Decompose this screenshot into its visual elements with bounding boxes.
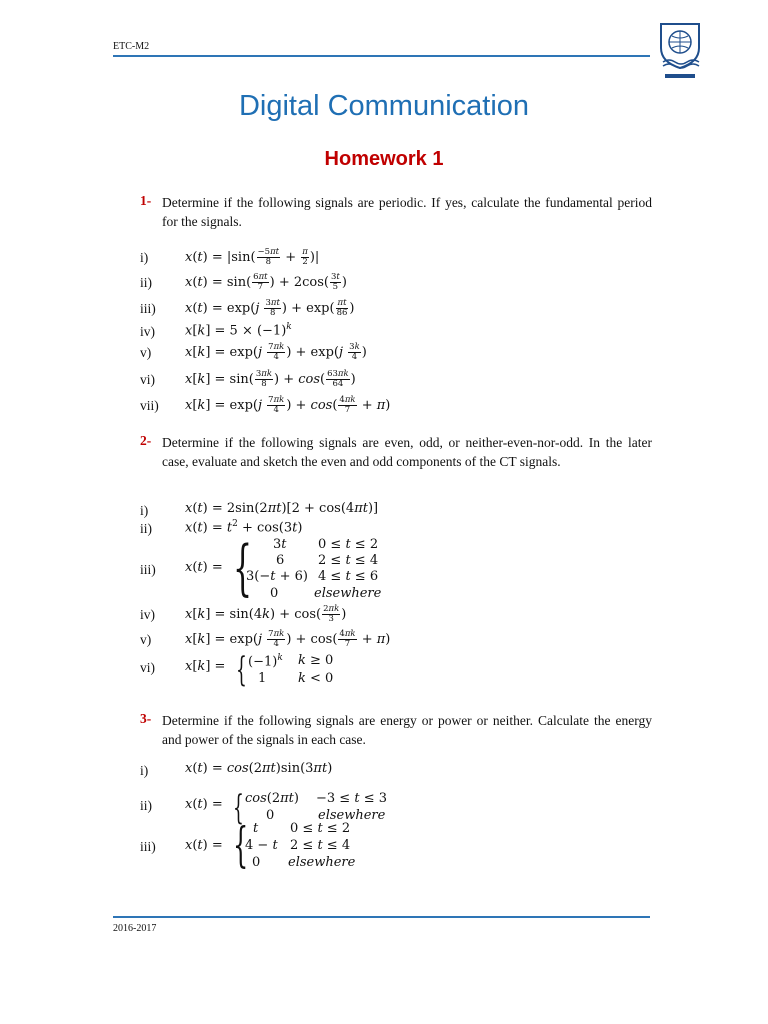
item-label: i) — [140, 503, 149, 518]
q2-item-3 — [140, 533, 660, 603]
case-condition: 2 ≤ t ≤ 4 — [318, 553, 379, 568]
equation: x[k] = sin( $\frac{3\pi k}{8}$ ) + cos( $\frac{63\pi k}{64}$ ) — [185, 369, 356, 389]
equation: $x[k] = 5 \times (-1)^k$ — [185, 322, 292, 339]
question-2-number: 2- — [140, 433, 152, 448]
case-row: 0 — [270, 586, 279, 601]
q1-item-6 — [140, 369, 660, 392]
item-label: ii) — [140, 798, 152, 813]
equation: x[k] = exp(j $\frac{7\pi k}{4}$ ) + cos( $\frac{4\pi k}{7}$ + π) — [185, 395, 391, 415]
case-row: 3(−t + 6) — [246, 569, 308, 584]
case-row: 0 — [252, 855, 261, 870]
case-condition: k < 0 — [298, 671, 334, 686]
item-label: iv) — [140, 607, 155, 622]
q3-item-1 — [140, 763, 660, 783]
footer-year: 2016-2017 — [113, 923, 157, 934]
case-condition: elsewhere — [314, 586, 382, 601]
left-brace: { — [233, 817, 249, 873]
q1-item-2 — [140, 272, 660, 295]
equation: x[k] = exp(j $\frac{7\pi k}{4}$ ) + cos( $\frac{4\pi k}{7}$ + π) — [185, 629, 391, 649]
footer-rule — [113, 916, 650, 918]
equation-lhs: x[k] = — [185, 659, 226, 674]
question-1-text: Determine if the following signals are periodic. If yes, calculate the fundamental period for the signals. — [162, 195, 652, 229]
item-label: ii) — [140, 275, 152, 290]
q1-item-3 — [140, 298, 660, 321]
case-row: $(-1)^k$ — [248, 653, 283, 670]
equation: x(t) = |sin( $\frac{-5\pi t}{8}$ + $\frac{\pi}{2}$ )| — [185, 247, 320, 267]
case-row: cos(2πt) — [245, 791, 299, 806]
document-subtitle: Homework 1 — [324, 148, 444, 170]
item-label: i) — [140, 763, 149, 778]
left-brace: { — [233, 788, 244, 828]
equation: x[k] = exp(j $\frac{7\pi k}{4}$ ) + exp(j $\frac{3k}{4}$ ) — [185, 342, 367, 362]
equation: $x(t) = t^2 + \cos(3t)$ — [185, 519, 303, 536]
item-label: iii) — [140, 301, 156, 316]
item-label: iii) — [140, 839, 156, 854]
item-label: vi) — [140, 372, 155, 387]
item-label: v) — [140, 632, 152, 647]
item-label: v) — [140, 345, 152, 360]
q3-item-3 — [140, 817, 660, 873]
equation-lhs: x(t) = — [185, 560, 223, 575]
equation-lhs: x(t) = — [185, 797, 223, 812]
case-condition: 4 ≤ t ≤ 6 — [318, 569, 379, 584]
question-2-text: Determine if the following signals are even, odd, or neither-even-nor-odd. In the later case, evaluate and sketch the even and odd components of the CT signals. — [162, 435, 652, 469]
case-condition: elsewhere — [288, 855, 356, 870]
equation: x(t) = 2sin(2πt)[2 + cos(4πt)] — [185, 501, 379, 516]
item-label: iii) — [140, 562, 156, 577]
q2-item-6 — [140, 650, 660, 690]
item-label: i) — [140, 250, 149, 265]
question-1-number: 1- — [140, 193, 152, 208]
q2-item-4 — [140, 604, 660, 627]
equation: x(t) = sin( $\frac{6\pi t}{7}$ ) + 2cos( $\frac{3t}{5}$ ) — [185, 272, 347, 292]
equation: x(t) = exp(j $\frac{3\pi t}{8}$ ) + exp( $\frac{\pi t}{86}$ ) — [185, 298, 355, 318]
q1-item-1 — [140, 247, 660, 270]
case-row: 6 — [276, 553, 285, 568]
item-label: iv) — [140, 324, 155, 339]
case-condition: k ≥ 0 — [298, 653, 334, 668]
item-label: vi) — [140, 660, 155, 675]
question-3-text: Determine if the following signals are energy or power or neither. Calculate the energy and power of the signals in each case. — [162, 713, 652, 747]
case-condition: 0 ≤ t ≤ 2 — [290, 821, 351, 836]
equation: x[k] = sin(4k) + cos( $\frac{2\pi k}{3}$ ) — [185, 604, 347, 624]
item-label: vii) — [140, 398, 159, 413]
case-row: t — [253, 821, 259, 836]
case-row: 3t — [273, 537, 287, 552]
case-condition: −3 ≤ t ≤ 3 — [316, 791, 387, 806]
question-3-number: 3- — [140, 711, 152, 726]
university-logo — [655, 18, 705, 84]
left-brace: { — [233, 533, 253, 603]
q2-item-5 — [140, 629, 660, 652]
case-condition: 0 ≤ t ≤ 2 — [318, 537, 379, 552]
case-condition: 2 ≤ t ≤ 4 — [290, 838, 351, 853]
equation: x(t) = cos(2πt)sin(3πt) — [185, 761, 333, 776]
document-title: Digital Communication — [238, 90, 530, 122]
q3-item-2 — [140, 788, 660, 828]
case-row: 1 — [258, 671, 267, 686]
item-label: ii) — [140, 521, 152, 536]
header-code: ETC-M2 — [113, 41, 150, 52]
case-row: 4 − t — [245, 838, 278, 853]
case-condition: elsewhere — [318, 808, 386, 823]
left-brace: { — [236, 650, 247, 690]
q1-item-5 — [140, 342, 660, 365]
equation-lhs: x(t) = — [185, 838, 223, 853]
q1-item-4 — [140, 324, 660, 344]
header-rule — [113, 55, 650, 57]
q1-item-7 — [140, 395, 660, 418]
case-row: 0 — [266, 808, 275, 823]
